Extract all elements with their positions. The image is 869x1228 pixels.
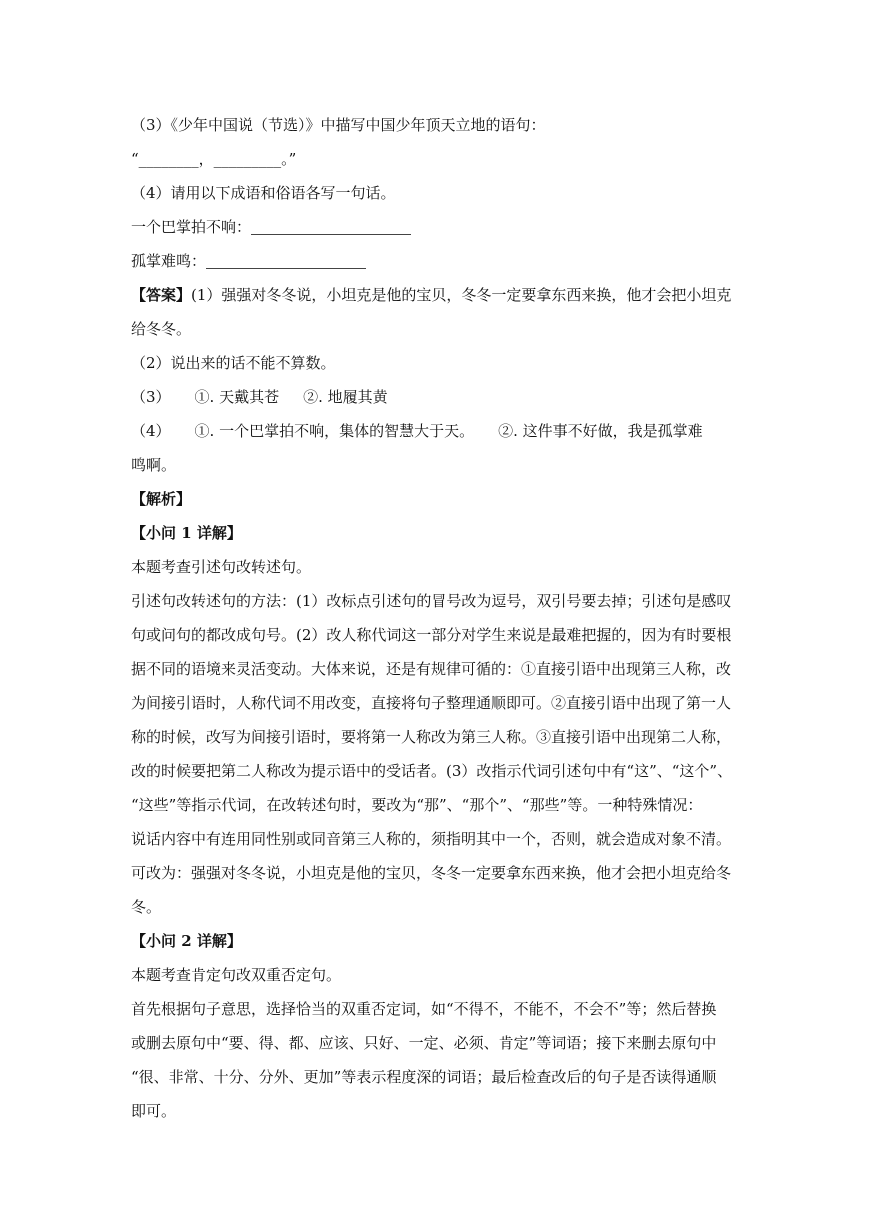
explanation-line: 为间接引语时，人称代词不用改变，直接将句子整理通顺即可。②直接引语中出现了第一人 — [131, 694, 732, 712]
answer-2: （2）说出来的话不能不算数。 — [131, 354, 336, 372]
explanation-line: 首先根据句子意思，选择恰当的双重否定词，如“不得不，不能不，不会不”等；然后替换 — [131, 1000, 717, 1018]
idiom-2-blank — [206, 256, 366, 269]
answer-3-num: （3） — [131, 388, 171, 406]
idiom-1-label: 一个巴掌拍不响： — [131, 218, 252, 236]
explanation-line: 冬。 — [131, 898, 162, 916]
explanation-line: 即可。 — [131, 1102, 177, 1120]
idiom-1-blank — [251, 222, 411, 235]
explanation-line: 引述句改转述句的方法：(1）改标点引述句的冒号改为逗号，双引号要去掉；引述句是感叹 — [131, 592, 732, 610]
sub-question-1-label: 【小问 1 详解】 — [131, 524, 242, 542]
explanation-line: “这些”等指示代词，在改转述句时，要改为“那”、“那个”、“那些”等。一种特殊情况： — [131, 796, 703, 814]
explanation-line: 称的时候，改写为间接引语时，要将第一人称改为第三人称。③直接引语中出现第二人称， — [131, 728, 732, 746]
answer-4-cont: 鸣啊。 — [131, 456, 177, 474]
explanation-line: 可改为：强强对冬冬说，小坦克是他的宝贝，冬冬一定要拿东西来换，他才会把小坦克给冬 — [131, 864, 732, 882]
answer-1-line-1 — [131, 278, 741, 312]
explanation-line: 改的时候要把第二人称改为提示语中的受话者。(3）改指示代词引述句中有“这”、“这个”、 — [131, 762, 733, 780]
sub-question-2-explanation — [131, 992, 741, 1128]
explanation-line: 句或问句的都改成句号。(2）改人称代词这一部分对学生来说是最难把握的，因为有时要根 — [131, 626, 732, 644]
question-4-idiom-1 — [131, 210, 741, 244]
answer-1-text-1: (1）强强对冬冬说，小坦克是他的宝贝，冬冬一定要拿东西来换，他才会把小坦克 — [191, 286, 732, 304]
question-4: （4）请用以下成语和俗语各写一句话。 — [131, 184, 396, 202]
sub-question-1-intro: 本题考查引述句改转述句。 — [131, 558, 312, 576]
answer-4-num: （4） — [131, 422, 171, 440]
answer-3-a: ①. 天戴其苍 — [194, 388, 280, 406]
analysis-label: 【解析】 — [131, 490, 192, 508]
question-3: （3）《少年中国说（节选）》中描写中国少年顶天立地的语句： — [131, 116, 546, 134]
explanation-line: 或删去原句中“要、得、都、应该、只好、一定、必须、肯定”等词语；接下来删去原句中 — [131, 1034, 717, 1052]
answer-4 — [131, 414, 741, 448]
explanation-line: “很、非常、十分、分外、更加”等表示程度深的词语；最后检查改后的句子是否读得通顺 — [131, 1068, 717, 1086]
question-3-blanks: “________，_________。” — [131, 150, 297, 168]
answer-4-b: ②. 这件事不好做，我是孤掌难 — [498, 422, 703, 440]
answer-3-b: ②. 地履其黄 — [303, 388, 388, 406]
answer-4-a: ①. 一个巴掌拍不响，集体的智慧大于天。 — [194, 422, 475, 440]
answer-1-line-2: 给冬冬。 — [131, 320, 192, 338]
sub-question-1-explanation — [131, 584, 741, 924]
question-4-idiom-2 — [131, 244, 741, 278]
sub-question-2-label: 【小问 2 详解】 — [131, 932, 242, 950]
explanation-line: 据不同的语境来灵活变动。大体来说，还是有规律可循的：①直接引语中出现第三人称，改 — [131, 660, 732, 678]
explanation-line: 说话内容中有连用同性别或同音第三人称的，须指明其中一个，否则，就会造成对象不清。 — [131, 830, 732, 848]
idiom-2-label: 孤掌难鸣： — [131, 252, 207, 270]
answer-3 — [131, 380, 741, 414]
answer-label: 【答案】 — [131, 286, 192, 304]
sub-question-2-intro: 本题考查肯定句改双重否定句。 — [131, 966, 342, 984]
document-content — [131, 108, 741, 1128]
